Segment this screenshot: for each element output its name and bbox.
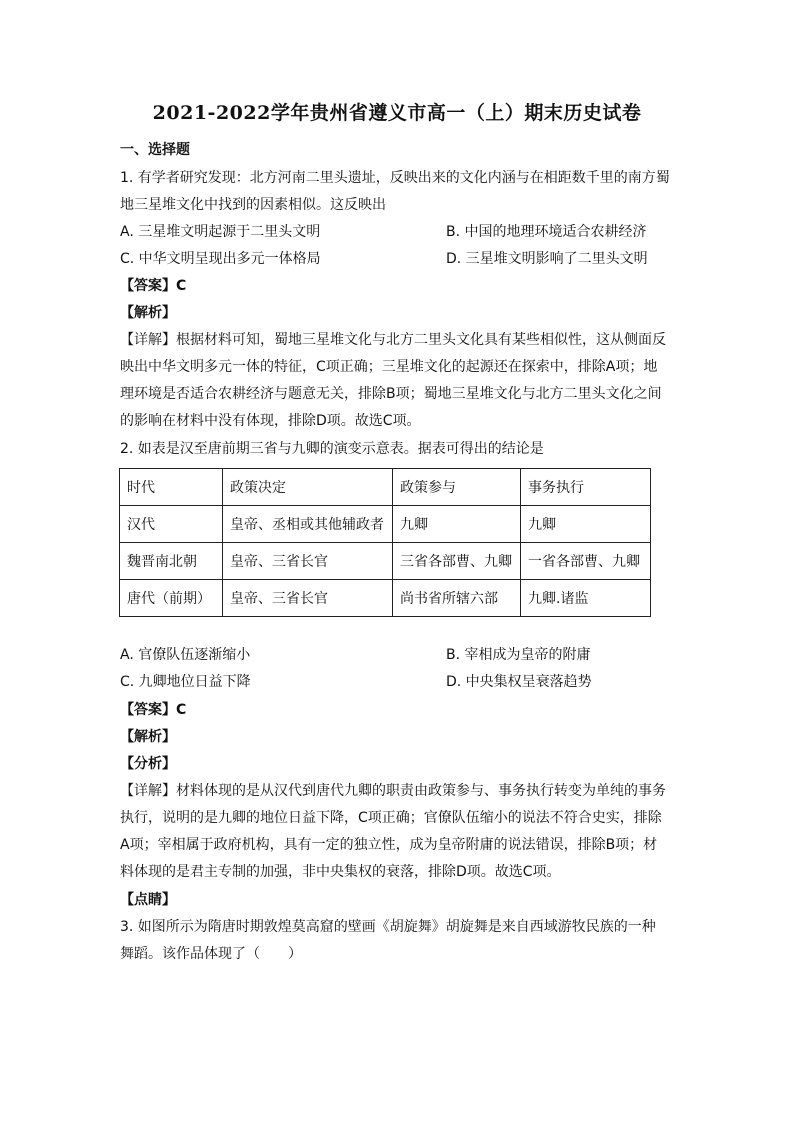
table-row <box>120 543 651 580</box>
page-title: 2021-2022学年贵州省遵义市高一（上）期末历史试卷 <box>152 102 642 124</box>
q1-detail-line2: 映出中华文明多元一体的特征，C项正确；三星堆文化的起源还在探索中，排除A项；地 <box>120 359 658 375</box>
table-cell: 唐代（前期） <box>120 580 223 617</box>
table-cell: 汉代 <box>120 506 223 543</box>
table-header-row <box>120 469 651 506</box>
q2-fenxi-label: 【分析】 <box>120 756 176 772</box>
table-cell: 皇帝、三省长官 <box>223 543 393 580</box>
q2-detail-line3: A项；宰相属于政府机构，具有一定的独立性，成为皇帝附庸的说法错误，排除B项；材 <box>120 837 658 853</box>
q1-option-b: B. 中国的地理环境适合农耕经济 <box>446 224 647 240</box>
table-header-cell: 政策参与 <box>393 469 521 506</box>
q2-option-b: B. 宰相成为皇帝的附庸 <box>446 647 591 663</box>
q1-detail-line1: 【详解】根据材料可知，蜀地三星堆文化与北方二里头文化具有某些相似性，这从侧面反 <box>120 332 666 348</box>
q2-dianjing-label: 【点睛】 <box>120 892 176 908</box>
q1-option-c: C. 中华文明呈现出多元一体格局 <box>120 251 321 267</box>
table-cell: 尚书省所辖六部 <box>393 580 521 617</box>
q1-stem-line2: 地三星堆文化中找到的因素相似。这反映出 <box>120 197 386 213</box>
q3-stem-line2: 舞蹈。该作品体现了（ ） <box>120 946 302 962</box>
q1-answer: 【答案】C <box>120 278 187 294</box>
q2-option-a: A. 官僚队伍逐渐缩小 <box>120 647 251 663</box>
table-cell: 皇帝、丞相或其他辅政者 <box>223 506 393 543</box>
q2-option-c: C. 九卿地位日益下降 <box>120 674 251 690</box>
q1-option-a: A. 三星堆文明起源于二里头文明 <box>120 224 321 240</box>
q2-analysis-label: 【解析】 <box>120 729 176 745</box>
q2-answer: 【答案】C <box>120 702 187 718</box>
q1-stem-line1: 1. 有学者研究发现：北方河南二里头遗址，反映出来的文化内涵与在相距数千里的南方蜀 <box>120 170 670 186</box>
table-cell: 一省各部曹、九卿 <box>521 543 651 580</box>
q3-stem-line1: 3. 如图所示为隋唐时期敦煌莫高窟的壁画《胡旋舞》胡旋舞是来自西域游牧民族的一种 <box>120 919 656 935</box>
q2-detail-line1: 【详解】材料体现的是从汉代到唐代九卿的职责由政策参与、事务执行转变为单纯的事务 <box>120 783 666 799</box>
q1-detail-line4: 的影响在材料中没有体现，排除D项。故选C项。 <box>120 413 421 429</box>
q2-option-d: D. 中央集权呈衰落趋势 <box>446 674 592 690</box>
q2-stem: 2. 如表是汉至唐前期三省与九卿的演变示意表。据表可得出的结论是 <box>120 441 544 457</box>
table-row <box>120 506 651 543</box>
table-row <box>120 580 651 617</box>
table-cell: 皇帝、三省长官 <box>223 580 393 617</box>
table-cell: 三省各部曹、九卿 <box>393 543 521 580</box>
q2-detail-line2: 执行，说明的是九卿的地位日益下降，C项正确；官僚队伍缩小的说法不符合史实，排除 <box>120 810 662 826</box>
table-cell: 九卿 <box>521 506 651 543</box>
table-header-cell: 事务执行 <box>521 469 651 506</box>
q1-detail-line3: 理环境是否适合农耕经济与题意无关，排除B项；蜀地三星堆文化与北方二里头文化之间 <box>120 386 662 402</box>
section-heading: 一、选择题 <box>120 142 190 158</box>
table-cell: 九卿.诸监 <box>521 580 651 617</box>
evolution-table <box>119 468 651 617</box>
q1-analysis-label: 【解析】 <box>120 305 176 321</box>
table-header-cell: 时代 <box>120 469 223 506</box>
q2-detail-line4: 料体现的是君主专制的加强，非中央集权的衰落，排除D项。故选C项。 <box>120 864 561 880</box>
table-cell: 魏晋南北朝 <box>120 543 223 580</box>
q1-option-d: D. 三星堆文明影响了二里头文明 <box>446 251 648 267</box>
table-cell: 九卿 <box>393 506 521 543</box>
table-header-cell: 政策决定 <box>223 469 393 506</box>
